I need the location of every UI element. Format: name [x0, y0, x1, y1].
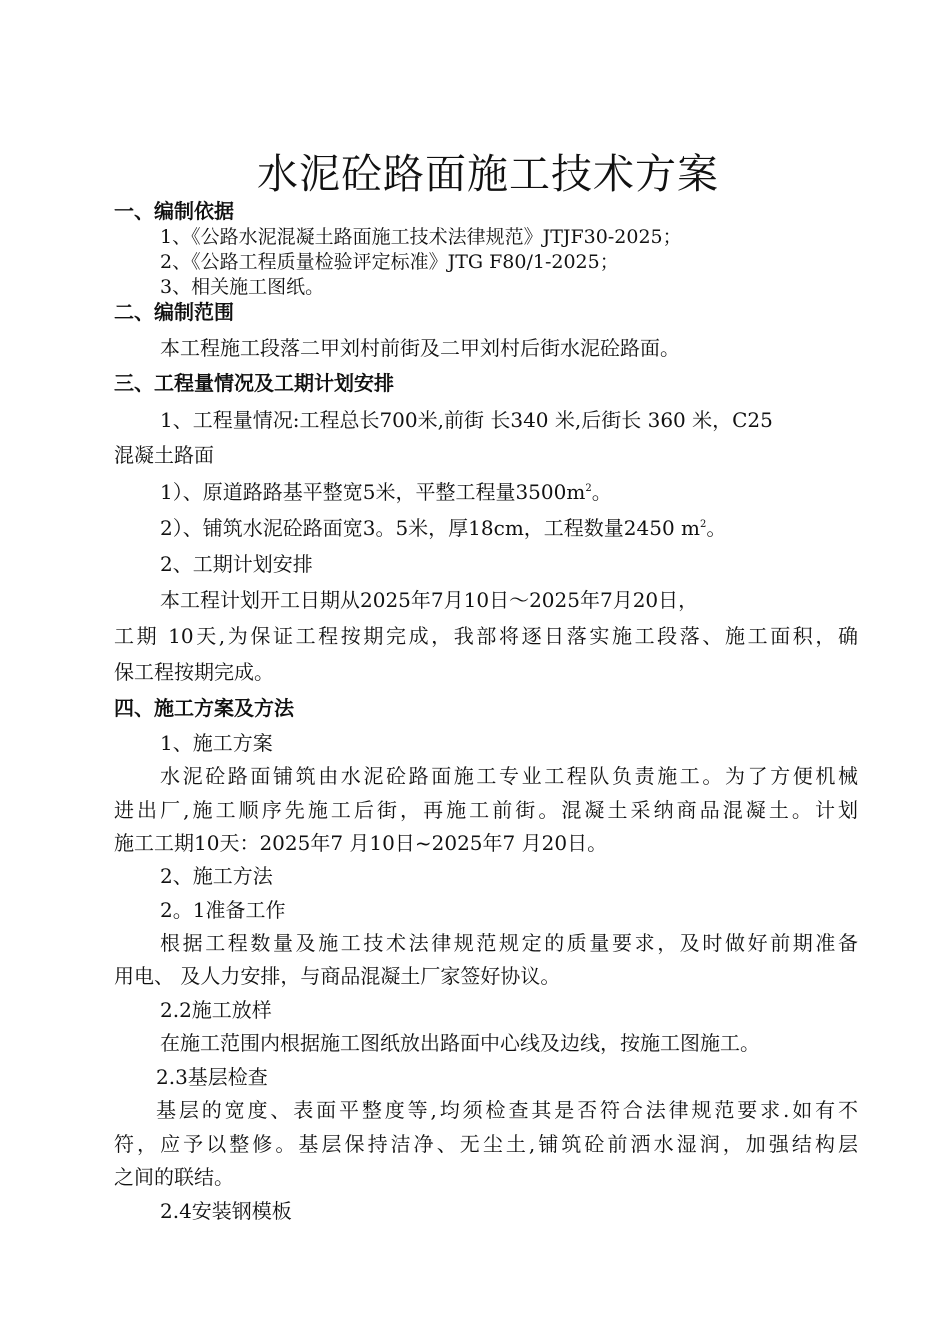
basis-item-3: 3、相关施工图纸。 — [160, 276, 325, 298]
schedule-subheading: 2、工期计划安排 — [160, 552, 313, 576]
quantity-line-1: 1、工程量情况:工程总长700米,前街 长340 米,后街长 360 米，C25 — [160, 408, 773, 432]
basis-item-2: 2、《公路工程质量检验评定标准》JTG F80/1-2025； — [160, 251, 619, 273]
section-heading-quantity-schedule: 三、工程量情况及工期计划安排 — [114, 371, 394, 395]
prep-line-1: 根据工程数量及施工技术法律规范规定的质量要求，及时做好前期准备 — [160, 931, 858, 955]
scope-paragraph: 本工程施工段落二甲刘村前街及二甲刘村后街水泥砼路面。 — [160, 336, 680, 360]
method-subheading: 2、施工方法 — [160, 864, 273, 888]
base-check-line-3: 之间的联结。 — [114, 1165, 234, 1189]
quantity-subitem-1-text: 1）、原道路路基平整宽5米，平整工程量3500m — [160, 480, 586, 504]
schedule-line-1: 本工程计划开工日期从2025年7月10日～2025年7月20日， — [160, 588, 699, 612]
section-heading-basis: 一、编制依据 — [114, 199, 234, 223]
quantity-subitem-1 — [160, 479, 612, 505]
superscript-2: 2 — [585, 483, 592, 494]
quantity-subitem-1-end: 。 — [591, 480, 612, 504]
base-check-line-1: 基层的宽度、表面平整度等,均须检查其是否符合法律规范要求.如有不 — [156, 1098, 858, 1122]
plan-line-2: 进出厂,施工顺序先施工后街，再施工前街。混凝土采纳商品混凝土。计划 — [114, 798, 858, 822]
superscript-2: 2 — [700, 519, 707, 530]
layout-paragraph: 在施工范围内根据施工图纸放出路面中心线及边线，按施工图施工。 — [160, 1031, 760, 1055]
section-heading-scope: 二、编制范围 — [114, 300, 234, 324]
schedule-line-3: 保工程按期完成。 — [114, 660, 274, 684]
base-check-subheading: 2.3基层检查 — [156, 1065, 268, 1089]
formwork-subheading: 2.4安装钢模板 — [160, 1199, 292, 1223]
plan-subheading: 1、施工方案 — [160, 731, 273, 755]
plan-line-1: 水泥砼路面铺筑由水泥砼路面施工专业工程队负责施工。为了方便机械 — [160, 764, 858, 788]
schedule-line-2: 工期 10天,为保证工程按期完成，我部将逐日落实施工段落、施工面积，确 — [114, 624, 858, 648]
prep-subheading: 2。1准备工作 — [160, 898, 286, 922]
base-check-line-2: 符，应予以整修。基层保持洁净、无尘土,铺筑砼前洒水湿润，加强结构层 — [114, 1132, 858, 1156]
quantity-line-2: 混凝土路面 — [114, 443, 214, 467]
prep-line-2: 用电、 及人力安排，与商品混凝土厂家签好协议。 — [114, 964, 561, 988]
quantity-subitem-2-end: 。 — [706, 516, 727, 540]
layout-subheading: 2.2施工放样 — [160, 998, 272, 1022]
section-heading-methods: 四、施工方案及方法 — [114, 696, 294, 720]
basis-item-1: 1、《公路水泥混凝土路面施工技术法律规范》JTJF30-2025； — [160, 226, 682, 248]
quantity-subitem-2 — [160, 515, 726, 541]
quantity-subitem-2-text: 2）、铺筑水泥砼路面宽3。5米，厚18cm，工程数量2450 m — [160, 516, 701, 540]
document-title: 水泥砼路面施工技术方案 — [257, 150, 719, 198]
plan-line-3: 施工工期10天：2025年7 月10日~2025年7 月20日。 — [114, 831, 608, 855]
